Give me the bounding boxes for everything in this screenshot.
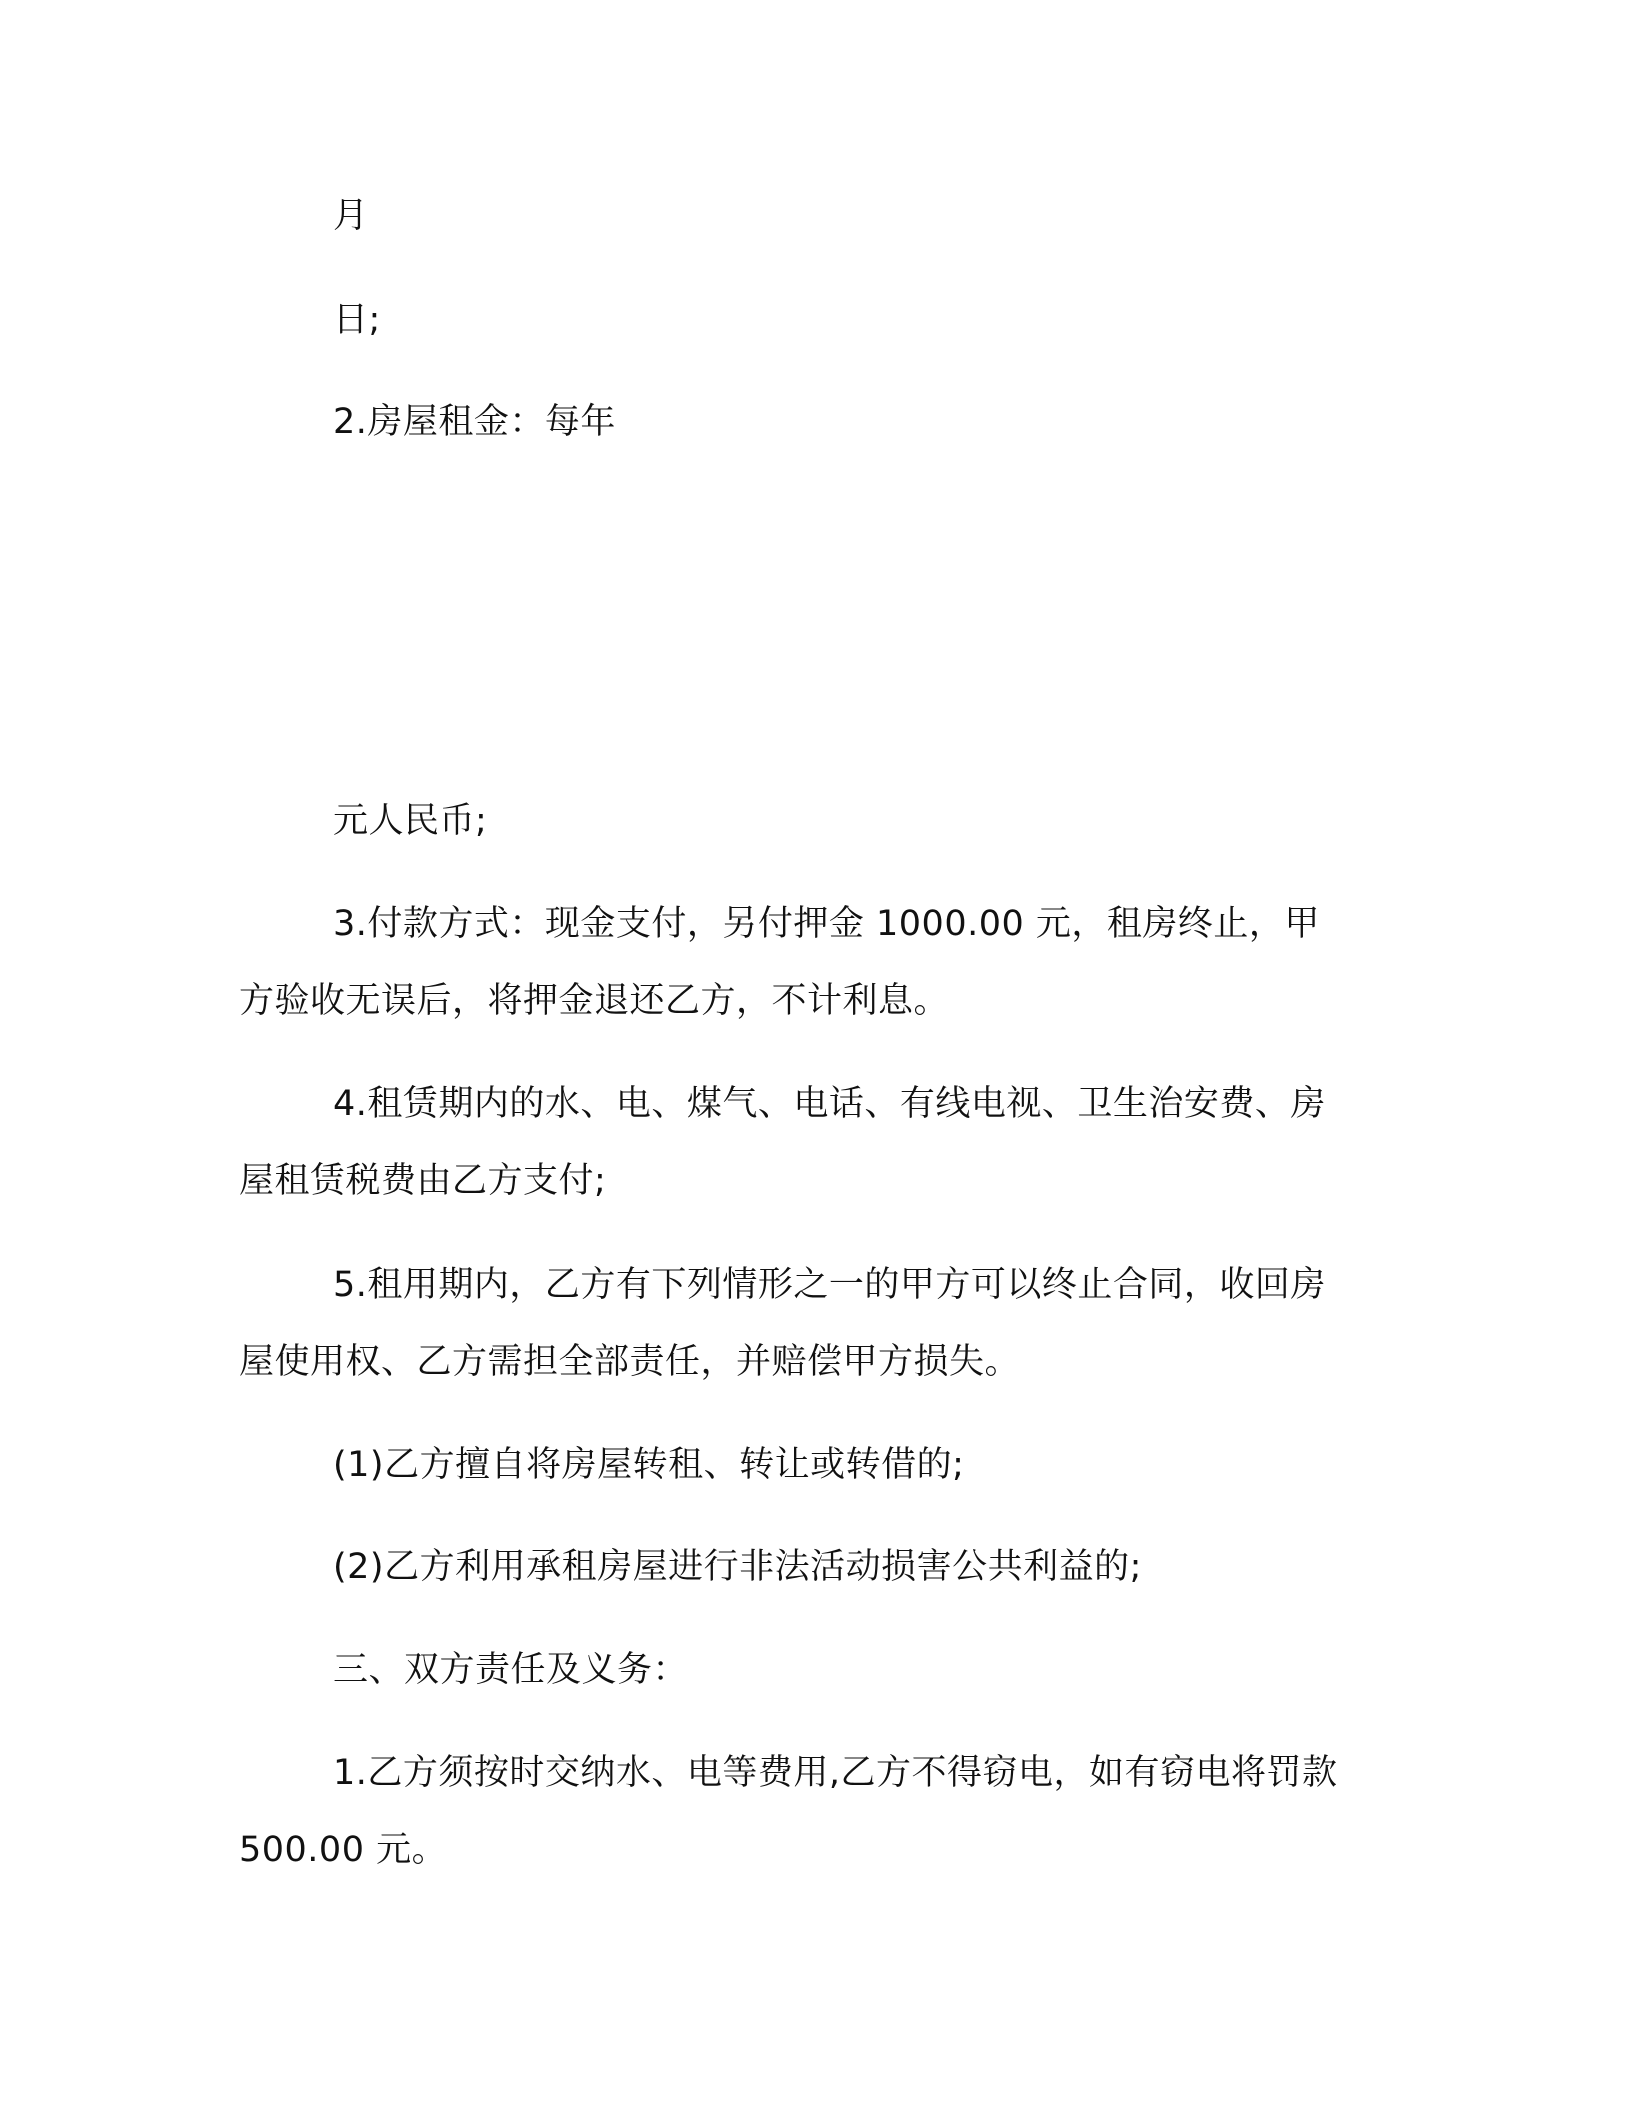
text-line-rent-heading: 2.房屋租金：每年 xyxy=(333,402,616,442)
text-line-duty-1: 1.乙方须按时交纳水、电等费用,乙方不得窃电，如有窃电将罚款 xyxy=(333,1753,1338,1793)
text-line-fees-2: 屋租赁税费由乙方支付; xyxy=(239,1161,607,1201)
text-line-payment-1: 3.付款方式：现金支付，另付押金 1000.00 元，租房终止，甲 xyxy=(333,904,1320,944)
text-line-fees-1: 4.租赁期内的水、电、煤气、电话、有线电视、卫生治安费、房 xyxy=(333,1084,1326,1124)
text-line-termination-1: 5.租用期内，乙方有下列情形之一的甲方可以终止合同，收回房 xyxy=(333,1265,1326,1305)
text-line-duty-2: 500.00 元。 xyxy=(239,1830,448,1870)
text-line-month: 月 xyxy=(333,196,369,236)
text-line-item-2: (2)乙方利用承租房屋进行非法活动损害公共利益的; xyxy=(333,1547,1142,1587)
section-heading-responsibilities: 三、双方责任及义务： xyxy=(333,1650,689,1690)
text-line-rmb: 元人民币; xyxy=(333,801,488,841)
text-line-item-1: (1)乙方擅自将房屋转租、转让或转借的; xyxy=(333,1445,965,1485)
text-line-day: 日; xyxy=(333,300,381,340)
text-line-payment-2: 方验收无误后，将押金退还乙方，不计利息。 xyxy=(239,981,950,1021)
text-line-termination-2: 屋使用权、乙方需担全部责任，并赔偿甲方损失。 xyxy=(239,1342,1021,1382)
